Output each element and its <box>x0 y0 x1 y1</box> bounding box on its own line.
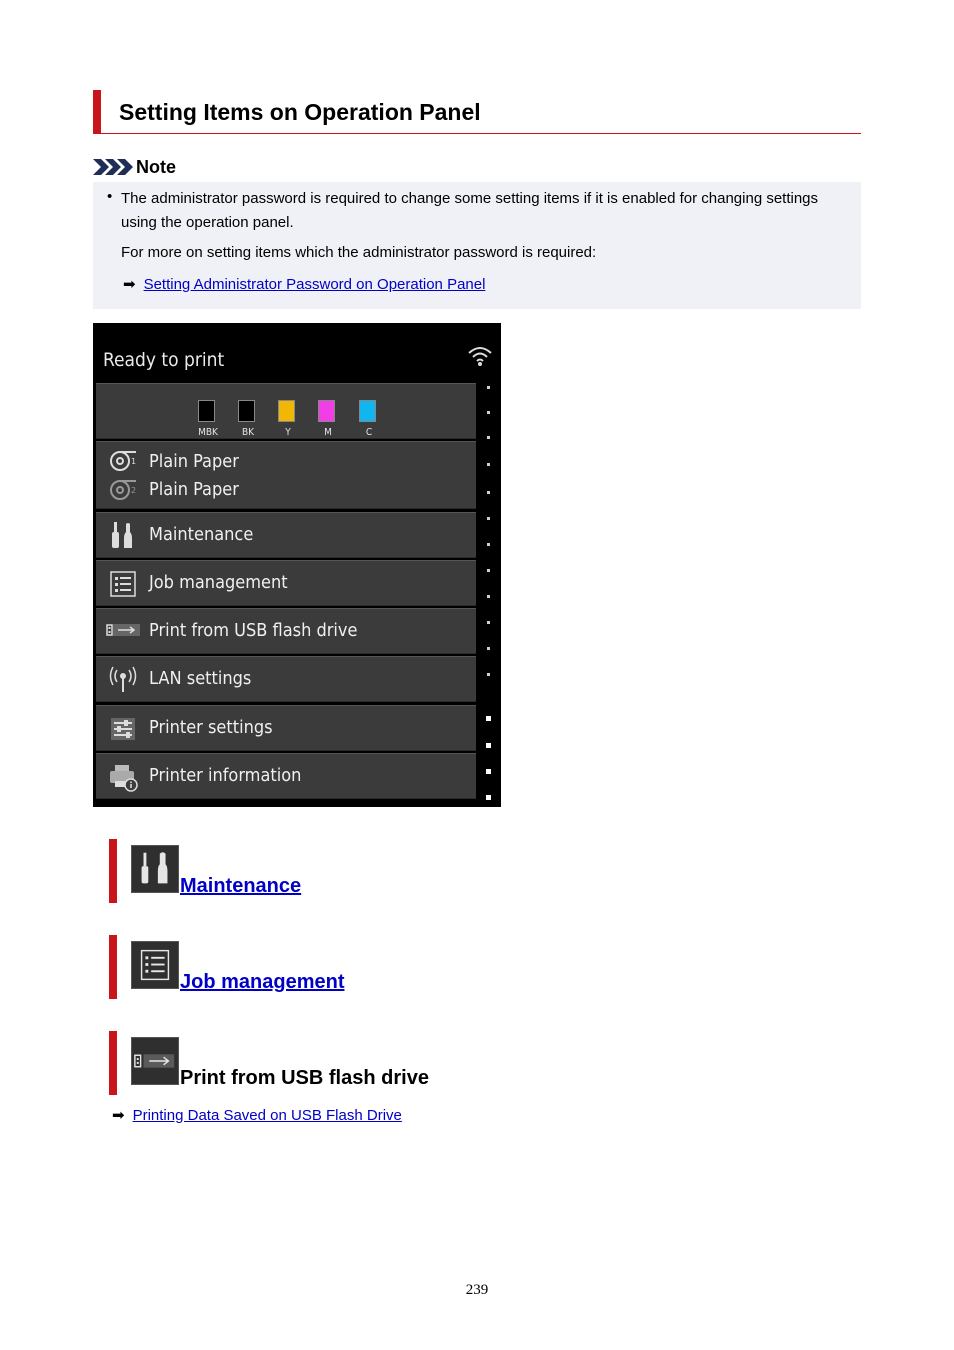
operation-panel-screen <box>93 323 501 807</box>
ink-label-y: Y <box>285 427 291 438</box>
ink-label-c: C <box>365 427 373 438</box>
note-icon <box>93 158 133 176</box>
maintenance-icon <box>108 520 138 550</box>
paper-settings-row[interactable] <box>96 441 476 509</box>
menu-label-printer-settings: Printer settings <box>149 717 273 738</box>
menu-label-lan-settings: LAN settings <box>149 668 252 689</box>
note-header <box>93 156 176 178</box>
scroll-dot <box>487 386 490 389</box>
menu-item-usb[interactable] <box>96 608 476 654</box>
job-list-icon <box>131 941 179 989</box>
menu-label-usb: Print from USB flash drive <box>149 620 358 641</box>
scroll-dot <box>487 621 490 624</box>
page-number: 239 <box>465 1282 489 1298</box>
scroll-dot <box>487 491 490 494</box>
menu-item-job-management[interactable] <box>96 560 476 606</box>
settings-sliders-icon <box>108 714 138 744</box>
section-accent-bar <box>109 1031 117 1095</box>
bullet-marker: • <box>107 188 113 205</box>
wifi-icon <box>467 345 493 367</box>
ink-tank-c <box>359 400 376 422</box>
ink-tank-y <box>278 400 295 422</box>
scroll-dot-active <box>486 795 491 800</box>
paper-2-label: Plain Paper <box>149 479 239 500</box>
ink-tank-m <box>318 400 335 422</box>
scroll-dot <box>487 411 490 414</box>
ink-label-bk: BK <box>241 427 255 438</box>
menu-label-maintenance: Maintenance <box>149 524 254 545</box>
menu-item-printer-settings[interactable] <box>96 705 476 751</box>
scroll-dot <box>487 517 490 520</box>
scroll-dot-active <box>486 769 491 774</box>
scroll-dot <box>487 647 490 650</box>
roll-paper-2-icon <box>108 479 138 501</box>
scroll-dot-active <box>486 716 491 721</box>
scroll-dot <box>487 595 490 598</box>
printer-info-icon <box>108 762 138 792</box>
usb-printing-link[interactable]: Printing Data Saved on USB Flash Drive <box>132 1106 402 1124</box>
note-label: Note <box>136 156 176 177</box>
scroll-dot-active <box>486 743 491 748</box>
ink-tank-bk <box>238 400 255 422</box>
panel-scrollbar[interactable] <box>477 383 501 807</box>
scroll-dot <box>487 436 490 439</box>
svg-text:2: 2 <box>131 486 137 495</box>
admin-password-link[interactable]: Setting Administrator Password on Operation Panel <box>143 275 486 293</box>
note-bullet-text: The administrator password is required to change some setting items if it is enabled for changing settings using the operation panel. <box>121 190 819 231</box>
roll-paper-1-icon <box>108 450 138 472</box>
maintenance-icon <box>131 845 179 893</box>
note-followup-text: For more on setting items which the administrator password is required: <box>121 244 597 261</box>
usb-link-row <box>112 1106 402 1124</box>
paper-1-label: Plain Paper <box>149 451 239 472</box>
menu-label-printer-information: Printer information <box>149 765 302 786</box>
menu-label-job-management: Job management <box>149 572 288 593</box>
scroll-dot <box>487 463 490 466</box>
menu-item-lan-settings[interactable] <box>96 656 476 702</box>
arrow-right-icon: ➡ <box>123 276 136 293</box>
page-heading <box>93 90 861 134</box>
page-title: Setting Items on Operation Panel <box>119 99 481 125</box>
job-management-link[interactable]: Job management <box>180 971 345 993</box>
job-list-icon <box>108 569 138 599</box>
svg-text:1: 1 <box>131 457 137 466</box>
scroll-dot <box>487 569 490 572</box>
usb-section-title: Print from USB flash drive <box>180 1067 429 1089</box>
section-accent-bar <box>109 935 117 999</box>
menu-item-maintenance[interactable] <box>96 512 476 558</box>
scroll-dot <box>487 543 490 546</box>
section-accent-bar <box>109 839 117 903</box>
ink-tank-mbk <box>198 400 215 422</box>
ink-levels-row[interactable] <box>96 383 476 439</box>
ink-label-m: M <box>324 427 332 438</box>
arrow-right-icon: ➡ <box>112 1107 125 1124</box>
panel-status-text: Ready to print <box>103 349 225 371</box>
note-link-row <box>123 275 485 293</box>
usb-icon <box>131 1037 179 1085</box>
usb-icon <box>106 619 142 641</box>
heading-accent-bar <box>93 90 101 133</box>
antenna-icon <box>108 665 138 695</box>
maintenance-link[interactable]: Maintenance <box>180 875 302 897</box>
menu-item-printer-information[interactable] <box>96 753 476 799</box>
note-box <box>93 182 861 309</box>
ink-label-mbk: MBK <box>198 427 218 438</box>
scroll-dot <box>487 673 490 676</box>
